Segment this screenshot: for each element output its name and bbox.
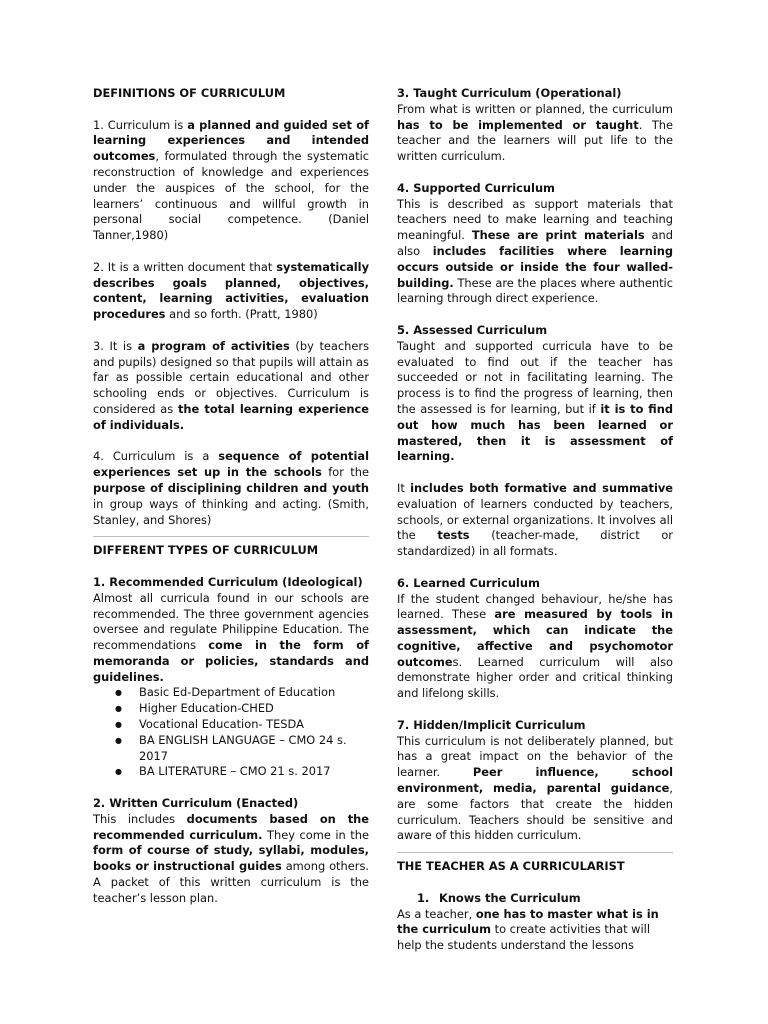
definition-3: 3. It is a program of activities (by teachers and pupils) designed so that pupils will attain as far as possible certain educational and other schooling ends or objectives. Curriculum is considered as the total learning experience of individuals.	[93, 338, 370, 432]
hidden-heading: 7. Hidden/Implicit Curriculum	[397, 717, 586, 732]
section-divider	[397, 852, 673, 853]
taught-heading: 3. Taught Curriculum (Operational)	[397, 86, 622, 100]
hidden-text: This curriculum is not deliberately planned, but has a great impact on the behavior of the learner. Peer influence, school environment, media, parental guidance, are some factors that create the hidden curriculum. Teachers should be sensitive and aware of this hidden curriculum.	[397, 733, 674, 843]
agency-list	[93, 685, 369, 780]
list-item: ● Higher Education-CHED	[139, 701, 369, 717]
definition-1: 1. Curriculum is a planned and guided set of learning experiences and intended outcomes, formulated through the systematic reconstruction of knowledge and experiences under the auspices of the school, for the learners’ continuous and willful growth in personal social competence. (Daniel Tanner,1980)	[93, 117, 369, 243]
types-heading: DIFFERENT TYPES OF CURRICULUM	[93, 543, 319, 558]
list-item: ● BA LITERATURE – CMO 21 s. 2017	[139, 764, 369, 780]
definition-2: 2. It is a written document that systematically describes goals planned, objectives, content, learning activities, evaluation procedures and so forth. (Pratt, 1980)	[93, 259, 369, 322]
learned-heading: 6. Learned Curriculum	[397, 575, 540, 590]
list-item: ● BA ENGLISH LANGUAGE – CMO 24 s. 2017	[139, 733, 369, 765]
definitions-heading: DEFINITIONS OF CURRICULUM	[93, 86, 286, 100]
recommended-text: Almost all curricula found in our schools are recommended. The three government agencies oversee and regulate Philippine Education. The recommendations come in the form of memoranda or policies, standards and guidelines.	[93, 590, 369, 684]
knows-text: As a teacher, one has to master what is in the curriculum to create activities that will help the students understand the lessons	[397, 906, 659, 953]
recommended-heading: 1. Recommended Curriculum (Ideological)	[93, 574, 363, 589]
knows-heading: 1. Knows the Curriculum	[417, 890, 581, 905]
right-column	[397, 86, 673, 954]
written-text: This includes documents based on the recommended curriculum. They come in the form of course of study, syllabi, modules, books or instructional guides among others. A packet of this written curriculum is the teacher’s lesson plan.	[93, 811, 369, 905]
teacher-heading: THE TEACHER AS A CURRICULARIST	[397, 859, 625, 874]
written-heading: 2. Written Curriculum (Enacted)	[93, 796, 299, 811]
definition-4: 4. Curriculum is a sequence of potential experiences set up in the schools for the purpose of disciplining children and youth in group ways of thinking and acting. (Smith, Stanley, and Shores)	[93, 449, 369, 527]
learned-text: If the student changed behaviour, he/she has learned. These are measured by tools in assessment, which can indicate the cognitive, affective and psychomotor outcomes. Learned curriculum will also demonstrate higher order and critical thinking and lifelong skills.	[397, 591, 673, 701]
assessment-scope-text: It includes both formative and summative evaluation of learners conducted by teachers, schools, or external organizations. It involves all the tests (teacher-made, district or standardized) in all formats.	[397, 480, 673, 559]
assessed-text: Taught and supported curricula have to be evaluated to find out if the teacher has succeeded or not in facilitating learning. The process is to find the progress of learning, then the assessed is for learning, but if it is to find out how much has been learned or mastered, then it is assessment of learning.	[397, 338, 673, 464]
supported-text: This is described as support materials that teachers need to make learning and teaching meaningful. These are print materials and also includes facilities where learning occurs outside or inside the four walled-building. These are the places where authentic learning through direct experience.	[397, 196, 673, 306]
list-item: ● Basic Ed-Department of Education	[139, 685, 369, 701]
section-divider	[93, 536, 369, 537]
list-item: ● Vocational Education- TESDA	[139, 717, 369, 733]
taught-text: From what is written or planned, the curriculum has to be implemented or taught. The teacher and the learners will put life to the written curriculum.	[397, 101, 673, 164]
left-column	[93, 86, 369, 907]
supported-heading: 4. Supported Curriculum	[397, 180, 555, 195]
assessed-heading: 5. Assessed Curriculum	[397, 322, 548, 337]
